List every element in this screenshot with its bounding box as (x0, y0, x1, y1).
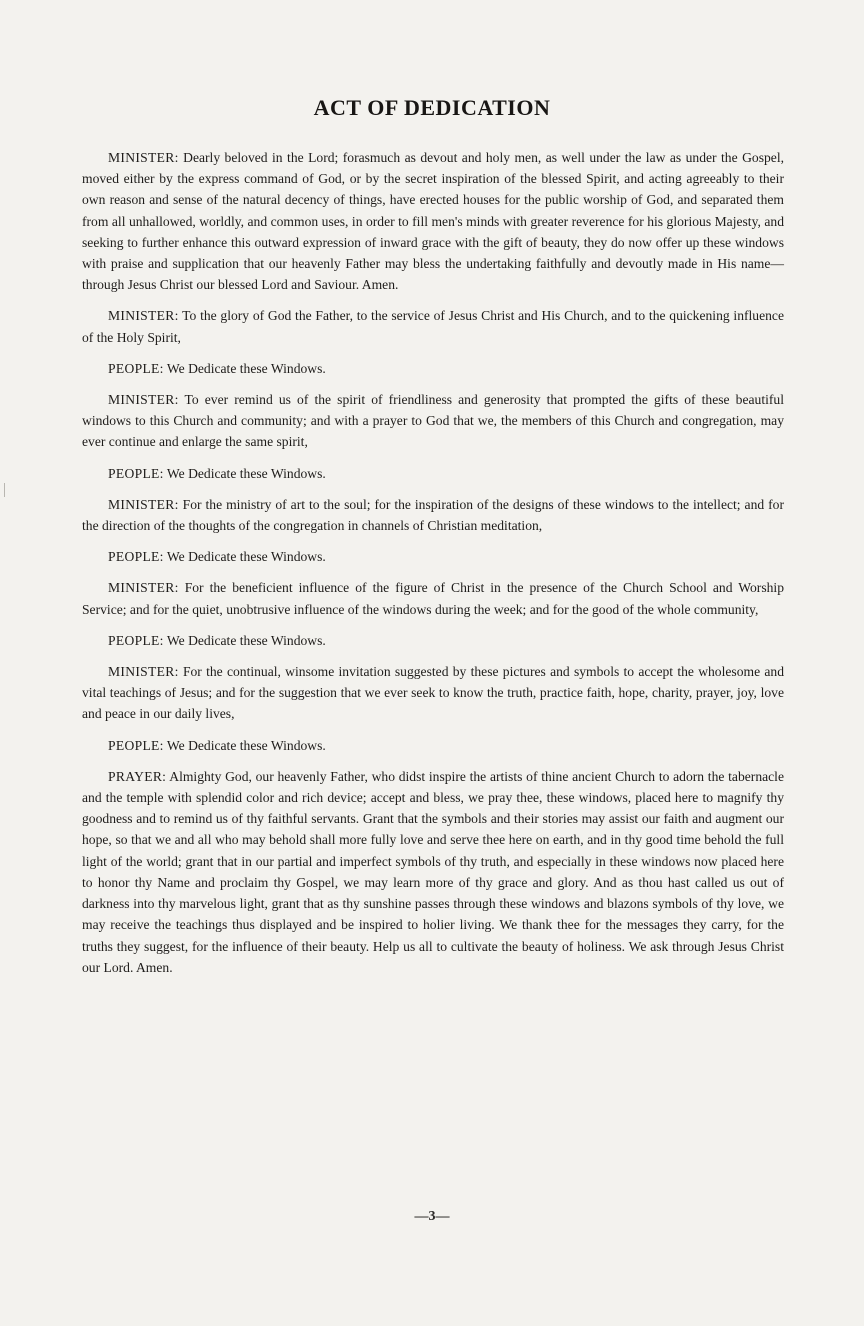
people-response (82, 463, 784, 484)
speaker-label: PEOPLE: (108, 549, 164, 565)
paragraph-text: To the glory of God the Father, to the service of Jesus Christ and His Church, and to the quickening influence of the Holy Spirit, (82, 308, 784, 345)
response-text: We Dedicate these Windows. (166, 465, 326, 481)
minister-paragraph (82, 577, 784, 619)
page-number: —3— (414, 1209, 450, 1224)
minister-opening-paragraph (82, 147, 784, 295)
paragraph-text: To ever remind us of the spirit of friendliness and generosity that prompted the gifts of these beautiful windows to this Church and community; and with a prayer to God that we, the members of this Church and congregation, may ever continue and enlarge the same spirit, (82, 392, 785, 450)
speaker-label: PEOPLE: (108, 360, 164, 376)
response-text: We Dedicate these Windows. (166, 549, 326, 565)
people-response (82, 735, 784, 756)
response-text: We Dedicate these Windows. (166, 360, 326, 376)
paragraph-text: Almighty God, our heavenly Father, who didst inspire the artists of thine ancient Church to adorn the tabernacle and the temple with splendid color and rich device; accept and bless, we pray thee, these windows, placed here to magnify thy goodness and to remind us of thy faithful servants. Grant that the symbols and their stories may assist our faith and augment our hope, so that we and all who may behold shall more fully love and serve thee here on earth, and in thy good time behold the full light of the world; grant that in our partial and imperfect symbols of thy truth, and especially in these windows now placed here to honor thy Name and proclaim thy Gospel, we may learn more of thy grace and glory. And as thou hast called us out of darkness into thy marvelous light, grant that as thy sunshine passes through these windows and blazons symbols of thy love, we may receive the teachings thus displayed and be inspired to holier living. We thank thee for the messages they carry, for the truths they suggest, for the influence of their beauty. Help us all to cultivate the beauty of holiness. We ask through Jesus Christ our Lord. Amen. (82, 768, 784, 975)
paragraph-text: For the beneficient influence of the figure of Christ in the presence of the Church School and Worship Service; and for the quiet, unobtrusive influence of the windows during the week; and for the good of the whole community, (82, 580, 784, 617)
paragraph-text: For the ministry of art to the soul; for the inspiration of the designs of these windows to the intellect; and for the direction of the thoughts of the congregation in channels of Christian meditation, (82, 496, 784, 534)
people-response (82, 546, 784, 567)
minister-paragraph (82, 661, 784, 725)
speaker-label: MINISTER: (108, 664, 179, 680)
paragraph-text: Dearly beloved in the Lord; forasmuch as devout and holy men, as well under the law as under the Gospel, moved either by the express command of God, or by the secret inspiration of the blessed Spirit, and acting agreeably to their own reason and sense of the natural decency of things, have erected houses for the public worship of God, and separated them from all unhallowed, worldly, and common uses, in order to fill men's minds with greater reverence for his glorious Majesty, and seeking to further enhance this outward expression of inward grace with the gift of beauty, they do now offer up these windows with praise and supplication that our heavenly Father may bless the undertaking faithfully and devoutly made in His name—through Jesus Christ our blessed Lord and Saviour. Amen. (82, 150, 784, 293)
speaker-label: MINISTER: (108, 392, 179, 408)
speaker-label: PRAYER: (108, 768, 167, 784)
dedication-text (82, 147, 784, 988)
scan-edge-mark (4, 483, 5, 497)
speaker-label: MINISTER: (108, 308, 179, 324)
prayer-paragraph (82, 766, 784, 978)
people-response (82, 358, 784, 379)
speaker-label: PEOPLE: (108, 632, 164, 648)
minister-paragraph (82, 305, 784, 347)
people-response (82, 630, 784, 651)
speaker-label: PEOPLE: (108, 737, 164, 753)
speaker-label: MINISTER: (108, 580, 179, 596)
paragraph-text: For the continual, winsome invitation suggested by these pictures and symbols to accept the wholesome and vital teachings of Jesus; and for the suggestion that we ever seek to know the truth, practice faith, hope, charity, prayer, joy, love and peace in our daily lives, (82, 664, 784, 722)
speaker-label: MINISTER: (108, 496, 179, 512)
minister-paragraph (82, 389, 784, 453)
response-text: We Dedicate these Windows. (166, 737, 326, 753)
response-text: We Dedicate these Windows. (166, 632, 326, 648)
speaker-label: MINISTER: (108, 150, 179, 165)
speaker-label: PEOPLE: (108, 465, 164, 481)
page-title: ACT OF DEDICATION (313, 95, 551, 120)
minister-paragraph (82, 494, 784, 536)
